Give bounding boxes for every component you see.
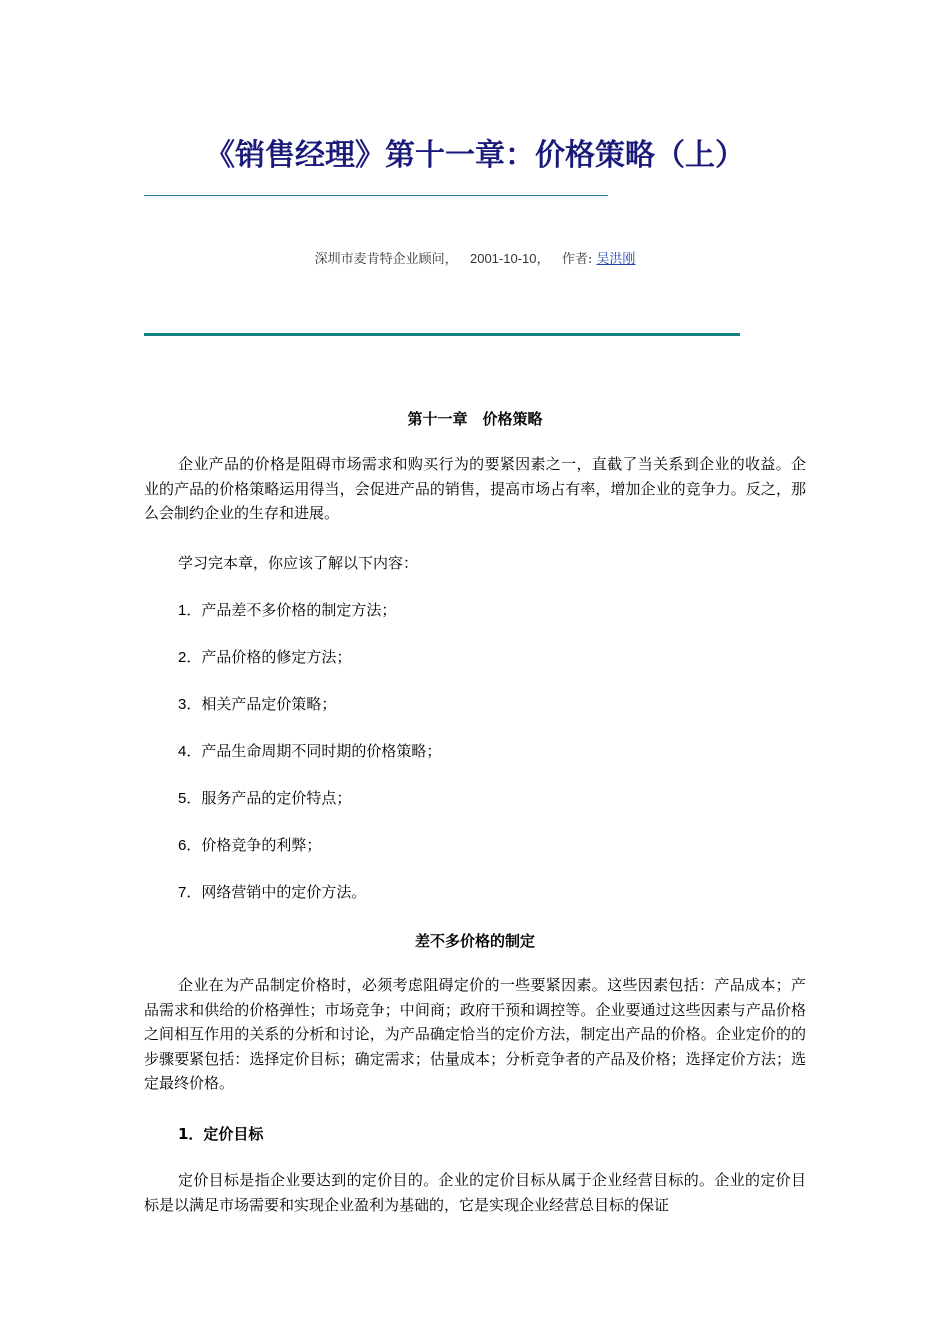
author-link[interactable]: 吴洪刚 <box>596 252 636 267</box>
objective-number: 1． <box>178 602 202 619</box>
date-text: 2001-10-10， <box>469 251 550 266</box>
article-meta <box>0 248 950 267</box>
objective-number: 5． <box>178 790 202 807</box>
title-divider <box>144 195 608 196</box>
objective-item <box>178 786 351 811</box>
author-prefix: 作者: <box>561 252 593 267</box>
objective-item <box>178 692 336 717</box>
subsection-heading: 1．定价目标 <box>178 1125 264 1143</box>
intro-paragraph: 企业产品的价格是阻碍市场需求和购买行为的要紧因素之一，直截了当关系到企业的收益。企业的产品的价格策略运用得当，会促进产品的销售，提高市场占有率，增加企业的竞争力。反之，那么会制约企业的生存和进展。 <box>144 455 806 522</box>
objective-text: 产品价格的修定方法； <box>201 648 352 666</box>
page-title: 《销售经理》第十一章：价格策略（上） <box>205 138 745 173</box>
objective-item <box>178 645 351 670</box>
objective-text: 相关产品定价策略； <box>201 695 337 713</box>
objective-number: 2． <box>178 649 202 666</box>
objective-number: 4． <box>178 743 202 760</box>
chapter-heading: 第十一章 价格策略 <box>407 410 543 428</box>
objective-text: 产品生命周期不同时期的价格策略； <box>201 742 442 760</box>
objective-text: 价格竞争的利弊； <box>201 836 322 854</box>
objective-item <box>178 598 396 623</box>
subsection-paragraph: 定价目标是指企业要达到的定价目的。企业的定价目标从属于企业经营目标的。企业的定价目标是以满足市场需要和实现企业盈利为基础的，它是实现企业经营总目标的保证 <box>144 1171 806 1214</box>
objective-text: 服务产品的定价特点； <box>201 789 352 807</box>
objective-number: 3． <box>178 696 202 713</box>
source-text: 深圳市麦肯特企业顾问， <box>314 252 458 267</box>
objective-number: 7． <box>178 884 202 901</box>
objective-text: 产品差不多价格的制定方法； <box>201 601 397 619</box>
section-paragraph: 企业在为产品制定价格时，必须考虑阻碍定价的一些要紧因素。这些因素包括：产品成本；产品需求和供给的价格弹性；市场竞争；中间商；政府干预和调控等。企业要通过这些因素与产品价格之间相互作用的关系的分析和讨论，为产品确定恰当的定价方法，制定出产品的价格。企业定价的的步骤要紧包括：选择定价目标；确定需求；估量成本；分析竞争者的产品及价格；选择定价方法；选定最终价格。 <box>144 976 806 1092</box>
meta-divider <box>144 333 740 336</box>
objective-item <box>178 739 441 764</box>
objective-number: 6． <box>178 837 202 854</box>
objective-item <box>178 880 366 905</box>
objective-item <box>178 833 321 858</box>
learn-intro: 学习完本章，你应该了解以下内容： <box>178 554 419 572</box>
section-heading: 差不多价格的制定 <box>414 932 535 950</box>
objective-text: 网络营销中的定价方法。 <box>201 883 367 901</box>
